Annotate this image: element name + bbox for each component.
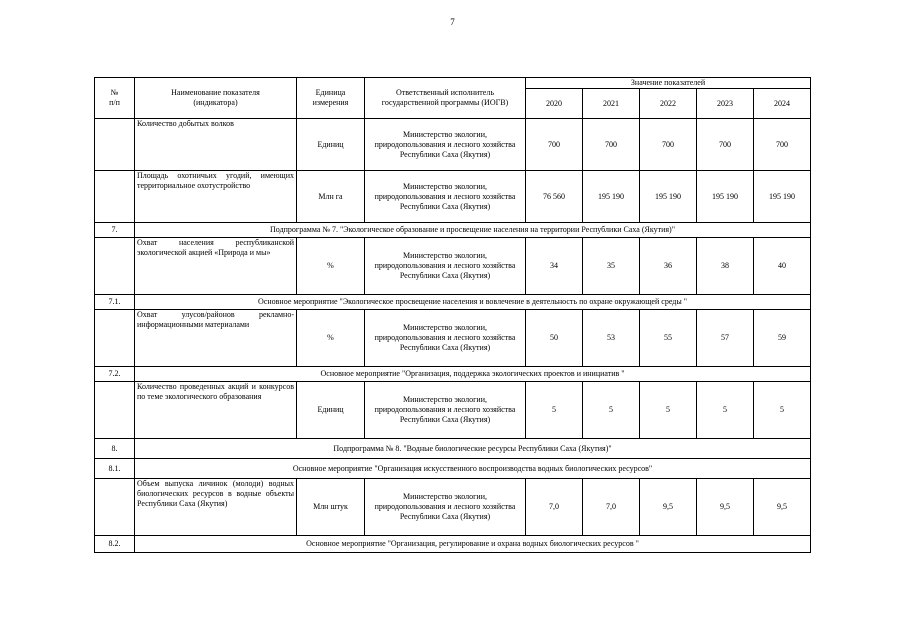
indicator-unit: Млн га [297,171,365,223]
row-num [95,382,135,439]
header-year: 2021 [583,89,640,119]
indicator-value: 195 190 [697,171,754,223]
indicator-value: 7,0 [583,479,640,536]
indicator-value: 50 [526,310,583,367]
indicator-executor: Министерство экологии, природопользования и лесного хозяйства Республики Саха (Якутия) [365,238,526,295]
indicator-value: 40 [754,238,811,295]
indicator-name: Количество добытых волков [135,119,297,171]
indicator-value: 700 [640,119,697,171]
header-unit: Единица измерения [297,78,365,119]
indicator-value: 195 190 [583,171,640,223]
table-row [95,382,811,439]
indicator-value: 38 [697,238,754,295]
indicator-name: Объем выпуска личинок (молоди) водных биологических ресурсов в водные объекты Республики Саха (Якутия) [135,479,297,536]
indicator-value: 5 [526,382,583,439]
indicator-name: Охват улусов/районов рекламно-информационными материалами [135,310,297,367]
header-values-title: Значение показателей [526,78,811,89]
section-title: Подпрограмма № 8. "Водные биологические ресурсы Республики Саха (Якутия)" [135,439,811,459]
section-row [95,439,811,459]
row-num [95,238,135,295]
indicator-unit: Единиц [297,382,365,439]
indicator-value: 7,0 [526,479,583,536]
row-num [95,479,135,536]
indicator-value: 9,5 [697,479,754,536]
table-row [95,479,811,536]
indicator-name: Количество проведенных акций и конкурсов по теме экологического образования [135,382,297,439]
row-num [95,171,135,223]
indicator-value: 195 190 [640,171,697,223]
table-body [95,119,811,553]
indicator-value: 195 190 [754,171,811,223]
indicator-unit: % [297,238,365,295]
row-num: 8.2. [95,536,135,553]
indicator-executor: Министерство экологии, природопользования и лесного хозяйства Республики Саха (Якутия) [365,310,526,367]
indicator-unit: % [297,310,365,367]
indicator-value: 5 [640,382,697,439]
row-num: 8. [95,439,135,459]
table-row [95,119,811,171]
section-row [95,459,811,479]
indicator-name: Площадь охотничьих угодий, имеющих территориальное охотустройство [135,171,297,223]
header-num: № п/п [95,78,135,119]
section-row [95,367,811,382]
indicator-name: Охват населения республиканской экологической акцией «Природа и мы» [135,238,297,295]
section-row [95,295,811,310]
section-title: Основное мероприятие "Экологическое просвещение населения и вовлечение в деятельность по охране окружающей среды " [135,295,811,310]
row-num: 8.1. [95,459,135,479]
table-row [95,171,811,223]
header-year: 2024 [754,89,811,119]
table-row [95,310,811,367]
indicator-value: 57 [697,310,754,367]
table-row [95,238,811,295]
page-number: 7 [450,17,455,27]
indicator-value: 9,5 [640,479,697,536]
indicators-table [94,77,811,553]
indicator-value: 36 [640,238,697,295]
header-year: 2020 [526,89,583,119]
indicator-unit: Млн штук [297,479,365,536]
indicator-executor: Министерство экологии, природопользования и лесного хозяйства Республики Саха (Якутия) [365,119,526,171]
row-num: 7. [95,223,135,238]
indicator-value: 76 560 [526,171,583,223]
header-year: 2022 [640,89,697,119]
indicator-value: 59 [754,310,811,367]
indicator-value: 700 [754,119,811,171]
indicator-value: 5 [754,382,811,439]
row-num: 7.2. [95,367,135,382]
header-year: 2023 [697,89,754,119]
row-num: 7.1. [95,295,135,310]
indicator-value: 700 [526,119,583,171]
indicator-executor: Министерство экологии, природопользования и лесного хозяйства Республики Саха (Якутия) [365,382,526,439]
indicator-value: 34 [526,238,583,295]
indicator-executor: Министерство экологии, природопользования и лесного хозяйства Республики Саха (Якутия) [365,171,526,223]
section-row [95,223,811,238]
indicator-value: 5 [583,382,640,439]
section-title: Основное мероприятие "Организация, регулирование и охрана водных биологических ресурсов " [135,536,811,553]
indicator-unit: Единиц [297,119,365,171]
indicator-value: 9,5 [754,479,811,536]
section-title: Основное мероприятие "Организация, поддержка экологических проектов и инициатив " [135,367,811,382]
indicator-value: 53 [583,310,640,367]
section-title: Основное мероприятие "Организация искусственного воспроизводства водных биологических ресурсов" [135,459,811,479]
indicator-executor: Министерство экологии, природопользования и лесного хозяйства Республики Саха (Якутия) [365,479,526,536]
section-row [95,536,811,553]
section-title: Подпрограмма № 7. "Экологическое образование и просвещение населения на территории Республики Саха (Якутия)" [135,223,811,238]
row-num [95,119,135,171]
row-num [95,310,135,367]
indicator-value: 700 [583,119,640,171]
header-name: Наименование показателя (индикатора) [135,78,297,119]
indicator-value: 5 [697,382,754,439]
header-executor: Ответственный исполнитель государственной программы (ИОГВ) [365,78,526,119]
indicator-value: 700 [697,119,754,171]
indicator-value: 55 [640,310,697,367]
indicator-value: 35 [583,238,640,295]
